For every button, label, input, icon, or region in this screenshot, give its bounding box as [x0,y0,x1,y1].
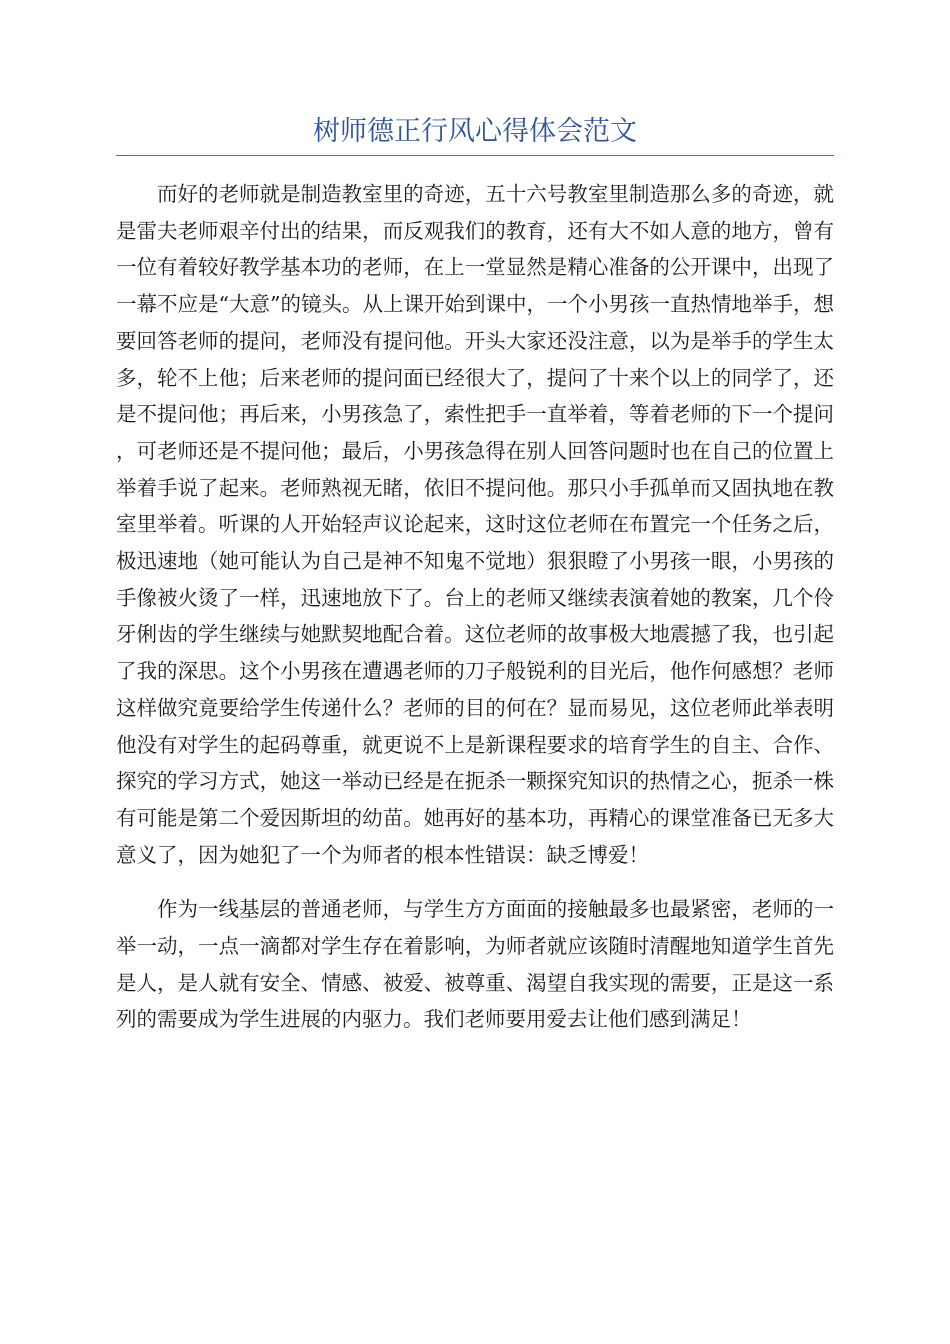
title-underline [116,155,834,156]
page-title: 树师德正行风心得体会范文 [313,116,637,147]
paragraph-1: 而好的老师就是制造教室里的奇迹，五十六号教室里制造那么多的奇迹，就是雷夫老师艰辛付出的结果，而反观我们的教育，还有大不如人意的地方，曾有一位有着较好教学基本功的老师，在上一堂显然是精心准备的公开课中，出现了一幕不应是“大意”的镜头。从上课开始到课中，一个小男孩一直热情地举手，想要回答老师的提问，老师没有提问他。开头大家还没注意，以为是举手的学生太多，轮不上他；后来老师的提问面已经很大了，提问了十来个以上的同学了，还是不提问他；再后来，小男孩急了，索性把手一直举着，等着老师的下一个提问，可老师还是不提问他；最后，小男孩急得在别人回答问题时也在自己的位置上举着手说了起来。老师熟视无睹，依旧不提问他。那只小手孤单而又固执地在教室里举着。听课的人开始轻声议论起来，这时这位老师在布置完一个任务之后，极迅速地（她可能认为自己是神不知鬼不觉地）狠狠瞪了小男孩一眼，小男孩的手像被火烫了一样，迅速地放下了。台上的老师又继续表演着她的教案，几个伶牙俐齿的学生继续与她默契地配合着。这位老师的故事极大地震撼了我，也引起了我的深思。这个小男孩在遭遇老师的刀子般锐利的目光后，他作何感想？老师这样做究竟要给学生传递什么？老师的目的何在？显而易见，这位老师此举表明他没有对学生的起码尊重，就更说不上是新课程要求的培育学生的自主、合作、探究的学习方式，她这一举动已经是在扼杀一颗探究知识的热情之心，扼杀一株有可能是第二个爱因斯坦的幼苗。她再好的基本功，再精心的课堂准备已无多大意义了，因为她犯了一个为师者的根本性错误：缺乏博爱！ [116,182,834,867]
paragraph-2: 作为一线基层的普通老师，与学生方方面面的接触最多也最紧密，老师的一举一动，一点一滴都对学生存在着影响，为师者就应该随时清醒地知道学生首先是人，是人就有安全、情感、被爱、被尊重、渴望自我实现的需要，正是这一系列的需要成为学生进展的内驱力。我们老师要用爱去让他们感到满足！ [116,897,834,1032]
article-body [116,176,834,1038]
